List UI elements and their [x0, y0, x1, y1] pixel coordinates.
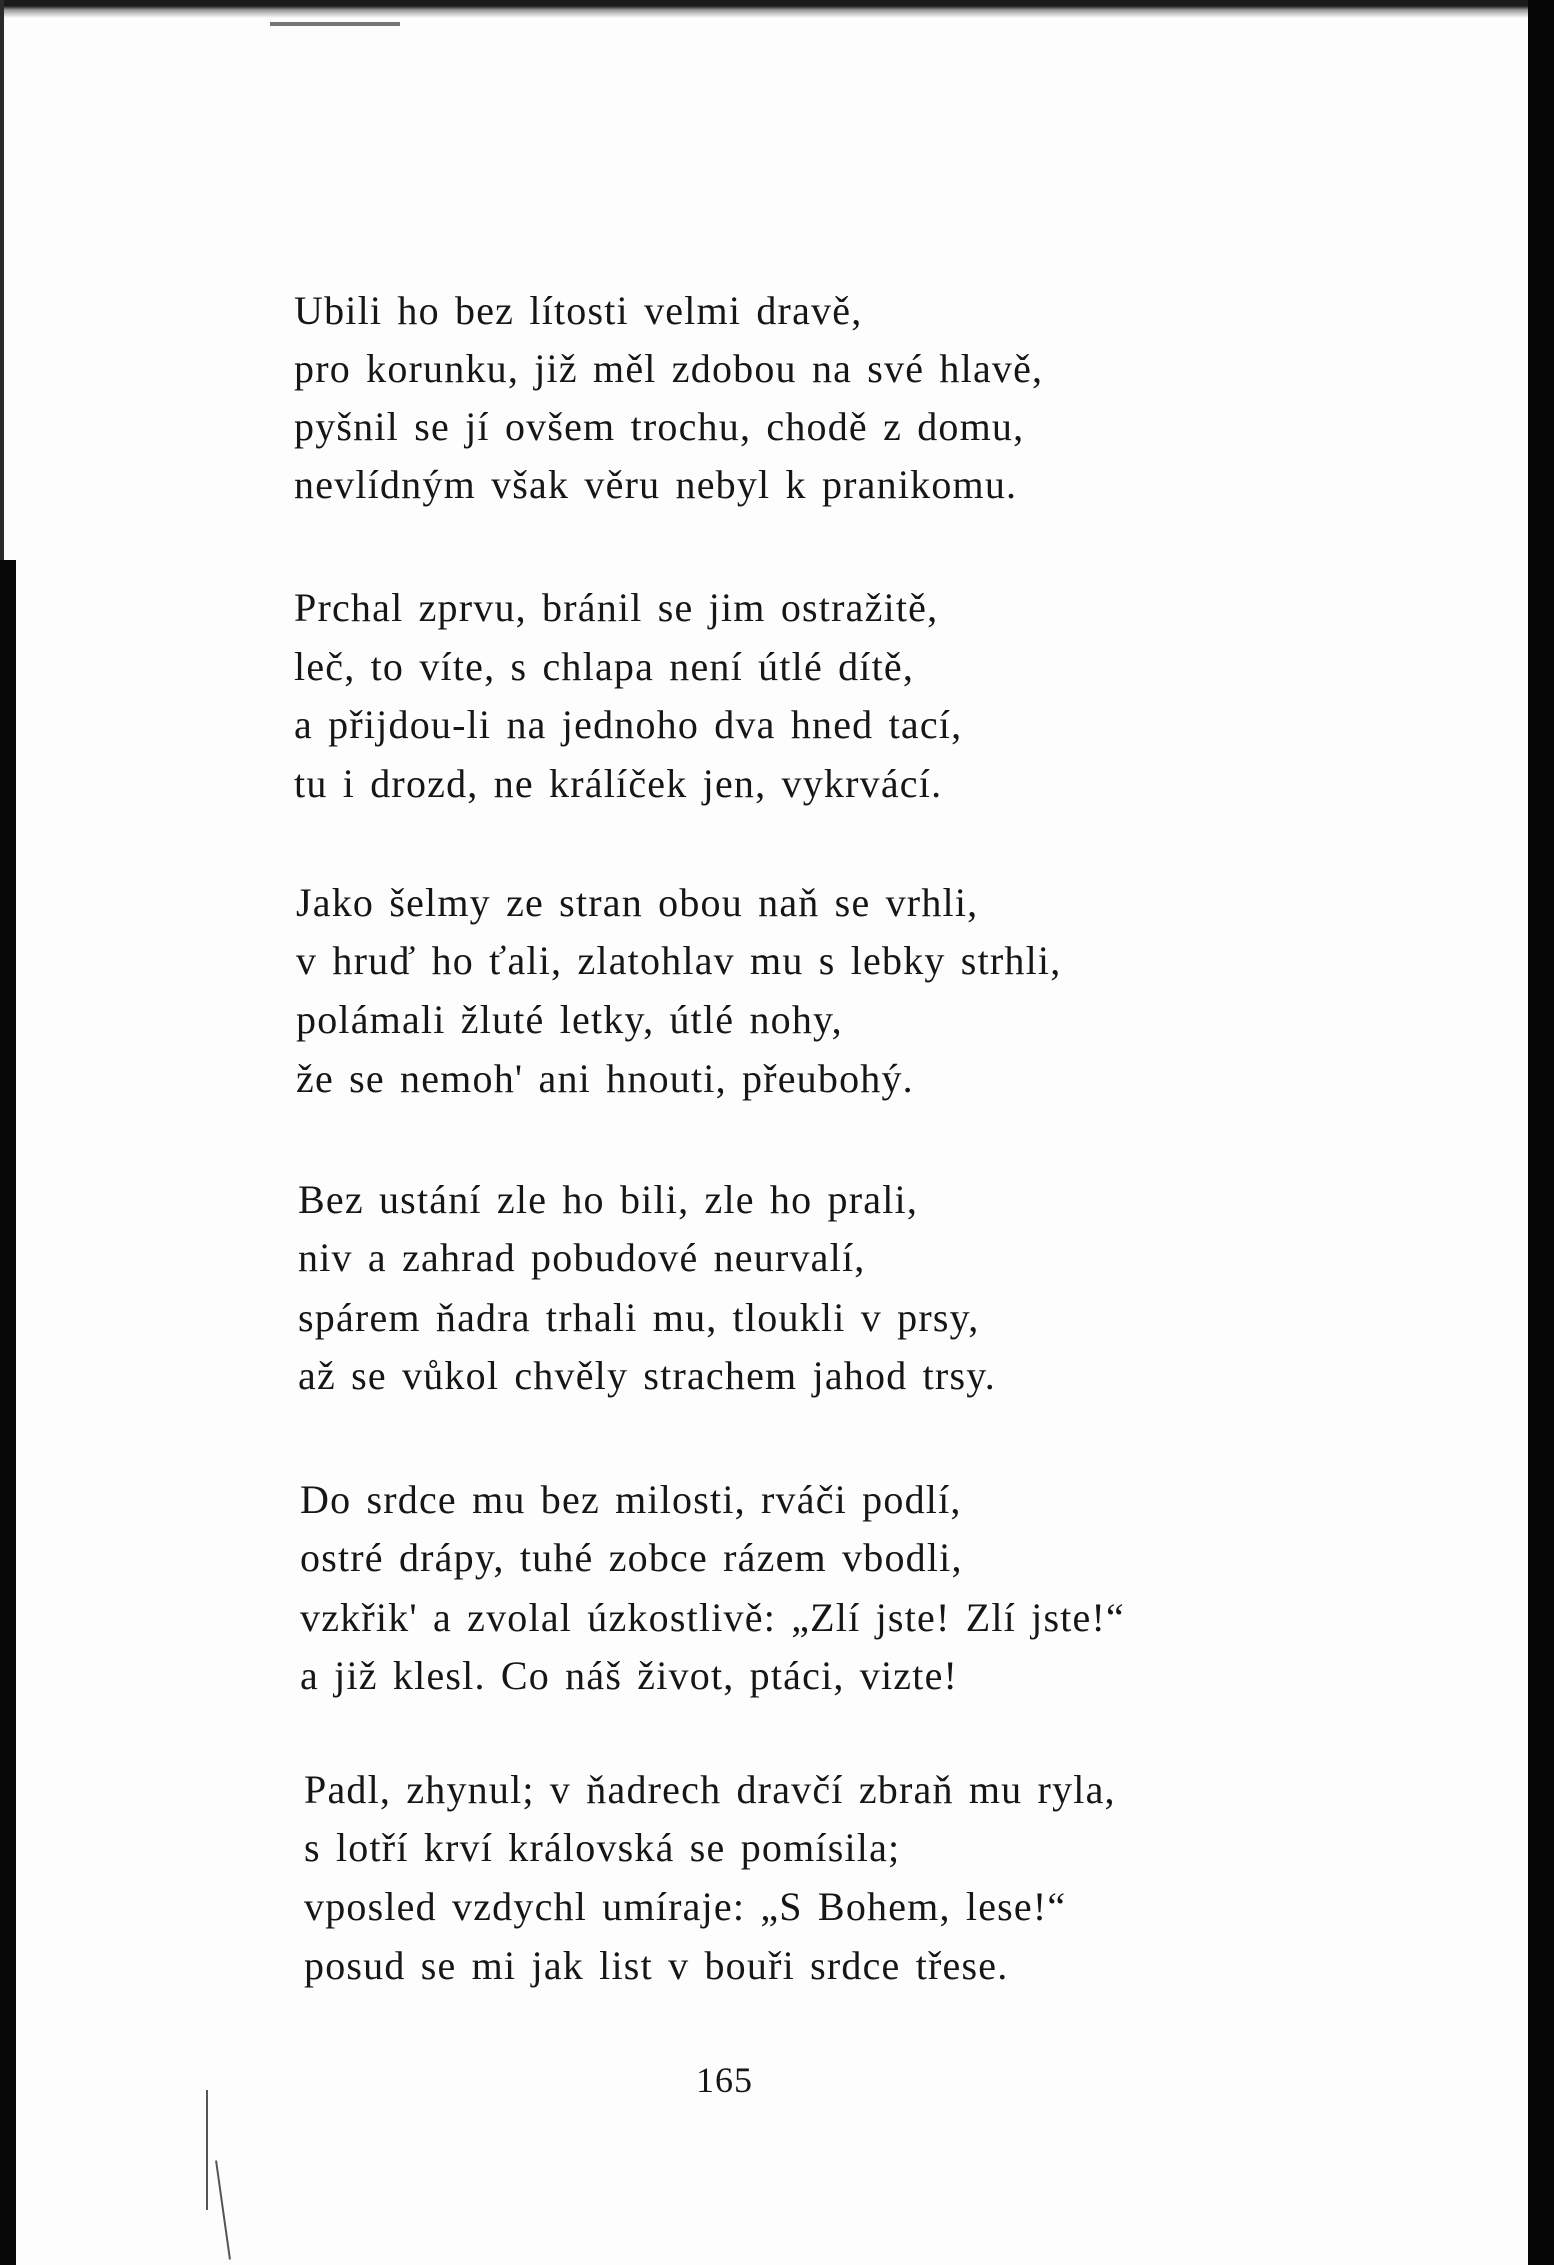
poem-line: Bez ustání zle ho bili, zle ho prali,	[298, 1177, 919, 1222]
poem-line: Prchal zprvu, bránil se jim ostražitě,	[294, 585, 939, 630]
poem-line: a přijdou-li na jednoho dva hned tací,	[294, 702, 963, 747]
poem-line: ostré drápy, tuhé zobce rázem vbodli,	[300, 1535, 963, 1580]
page-number: 165	[696, 2060, 753, 2100]
poem-line: Jako šelmy ze stran obou naň se vrhli,	[296, 880, 979, 925]
poem-line: nevlídným však věru nebyl k pranikomu.	[294, 462, 1018, 507]
poem-line: Padl, zhynul; v ňadrech dravčí zbraň mu ryla,	[304, 1767, 1116, 1812]
poem-line: s lotří krví královská se pomísila;	[304, 1825, 901, 1870]
poem-line: niv a zahrad pobudové neurvalí,	[298, 1235, 866, 1280]
poem-line: a již klesl. Co náš život, ptáci, vizte!	[300, 1653, 959, 1698]
poem-line: pyšnil se jí ovšem trochu, chodě z domu,	[294, 404, 1025, 449]
poem-line: až se vůkol chvěly strachem jahod trsy.	[298, 1353, 997, 1398]
poem-line: spárem ňadra trhali mu, tloukli v prsy,	[298, 1295, 980, 1340]
poem-line: leč, to víte, s chlapa není útlé dítě,	[294, 644, 915, 689]
poem-line: vzkřik' a zvolal úzkostlivě: „Zlí jste! Zlí jste!“	[300, 1595, 1125, 1640]
poem-line: pro korunku, již měl zdobou na své hlavě,	[294, 346, 1044, 391]
poem-line: posud se mi jak list v bouři srdce třese.	[304, 1943, 1009, 1988]
poem-line: tu i drozd, ne králíček jen, vykrvácí.	[294, 761, 943, 806]
poem-line: polámali žluté letky, útlé nohy,	[296, 997, 843, 1042]
poem-line: Ubili ho bez lítosti velmi dravě,	[294, 288, 863, 333]
poem-line: v hruď ho ťali, zlatohlav mu s lebky strhli,	[296, 938, 1062, 983]
poem-line: vposled vzdychl umíraje: „S Bohem, lese!“	[304, 1884, 1067, 1929]
poem-line: že se nemoh' ani hnouti, přeubohý.	[296, 1056, 914, 1101]
poem-line: Do srdce mu bez milosti, rváči podlí,	[300, 1477, 962, 1522]
